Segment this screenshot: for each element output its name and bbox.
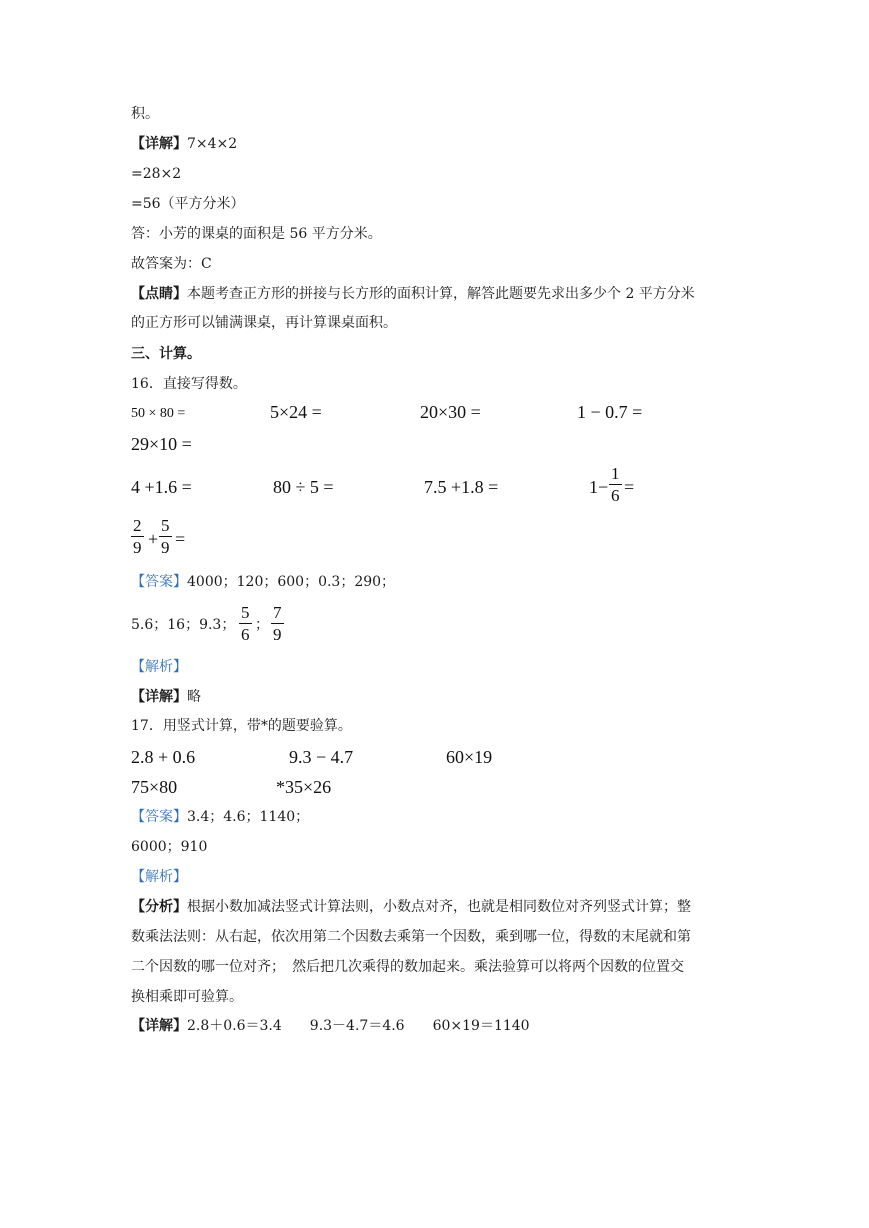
answer-tag: 【答案】 [131,574,187,590]
q17-expr-1: 2.8 + 0.6 [131,747,196,767]
q17-expr-2: 9.3 − 4.7 [289,747,354,767]
analysis-17-para-1: 【分析】根据小数加减法竖式计算法则，小数点对齐，也就是相同数位对齐列竖式计算；整 [131,899,691,915]
fraction-denominator: 9 [161,538,170,557]
q17-expr-4: 75×80 [131,777,178,797]
analysis-16-tag: 【解析】 [131,659,187,675]
fraction-denominator: 6 [241,625,250,644]
q16-expr-9-prefix: 1− [589,477,609,497]
q16-expr-2: 5×24 = [270,402,322,422]
comment-text: 本题考查正方形的拼接与长方形的面积计算，解答此题要先求出多少个 2 平方分米 [187,286,695,302]
answer-tag: 【答案】 [131,809,187,825]
answer-16-fraction-1 [239,604,252,644]
q16-expr-10-suffix: = [175,529,186,549]
answer-16-line-2: 5.6；16；9.3； [131,617,236,633]
fraction-denominator: 9 [273,625,282,644]
q16-expr-10-fraction-1 [131,517,144,557]
q16-expr-1: 50 × 80 = [131,406,186,421]
detail-tag: 【详解】 [131,1018,187,1034]
detail-text: 7×4×2 [187,136,238,152]
analysis-tag: 【分析】 [131,899,187,915]
comment-tag: 【点睛】 [131,286,187,302]
detail-text: 2.8＋0.6＝3.4 9.3－4.7＝4.6 60×19＝1140 [187,1018,530,1034]
q17-expr-3: 60×19 [446,747,493,767]
fraction-numerator: 5 [161,516,170,535]
q16-expr-5: 29×10 = [131,434,192,454]
q16-expr-9-suffix: = [624,477,635,497]
fraction-bar [239,623,252,624]
q16-expr-4: 1 − 0.7 = [577,402,643,422]
analysis-17-para-3: 二个因数的哪一位对齐； 然后把几次乘得的数加起来。乘法验算可以将两个因数的位置交 [131,959,684,975]
answer-text: 3.4；4.6；1140； [187,809,310,825]
answer-16-fraction-2 [271,604,284,644]
fraction-bar [159,536,172,537]
answer-sentence: 答：小芳的课桌的面积是 56 平方分米。 [131,226,382,242]
analysis-17-tag: 【解析】 [131,869,187,885]
text-line: 积。 [131,106,159,122]
answer-text: 4000；120；600；0.3；290； [187,574,396,590]
q16-expr-3: 20×30 = [420,402,481,422]
comment-line [131,284,695,304]
q16-expr-9-fraction [609,465,622,505]
detail-text: 略 [187,689,201,705]
analysis-17-para-4: 换相乘即可验算。 [131,989,243,1005]
answer-17-line-2: 6000；910 [131,839,208,855]
fraction-numerator: 7 [273,603,282,622]
fraction-denominator: 9 [133,538,142,557]
answer-17-line [131,807,309,827]
detail-line [131,134,237,154]
q16-expr-8: 7.5 +1.8 = [424,477,499,497]
fraction-numerator: 1 [611,464,620,483]
detail-tag: 【详解】 [131,689,187,705]
q16-expr-10-fraction-2 [159,517,172,557]
answer-choice: 故答案为：C [131,256,212,272]
q16-expr-10-plus: + [148,529,159,549]
answer-16-separator: ； [255,617,269,633]
fraction-bar [271,623,284,624]
q16-expr-6: 4 +1.6 = [131,477,192,497]
text-line: =56（平方分米） [131,196,245,212]
detail-tag: 【详解】 [131,136,187,152]
detail-16-line [131,687,201,707]
fraction-numerator: 5 [241,603,250,622]
question-17-title: 17．用竖式计算，带*的题要验算。 [131,718,352,734]
q16-expr-7: 80 ÷ 5 = [273,477,334,497]
comment-line-2: 的正方形可以铺满课桌，再计算课桌面积。 [131,315,397,331]
analysis-17-para-2: 数乘法法则：从右起，依次用第二个因数去乘第一个因数，乘到哪一位，得数的末尾就和第 [131,929,691,945]
section-heading: 三、计算。 [131,346,201,362]
fraction-bar [609,484,622,485]
question-16-title: 16．直接写得数。 [131,376,247,392]
detail-17-line [131,1016,530,1036]
fraction-numerator: 2 [133,516,142,535]
fraction-denominator: 6 [611,486,620,505]
answer-16-line [131,572,395,592]
q17-expr-5: *35×26 [276,777,332,797]
fraction-bar [131,536,144,537]
text-line: =28×2 [131,166,182,182]
